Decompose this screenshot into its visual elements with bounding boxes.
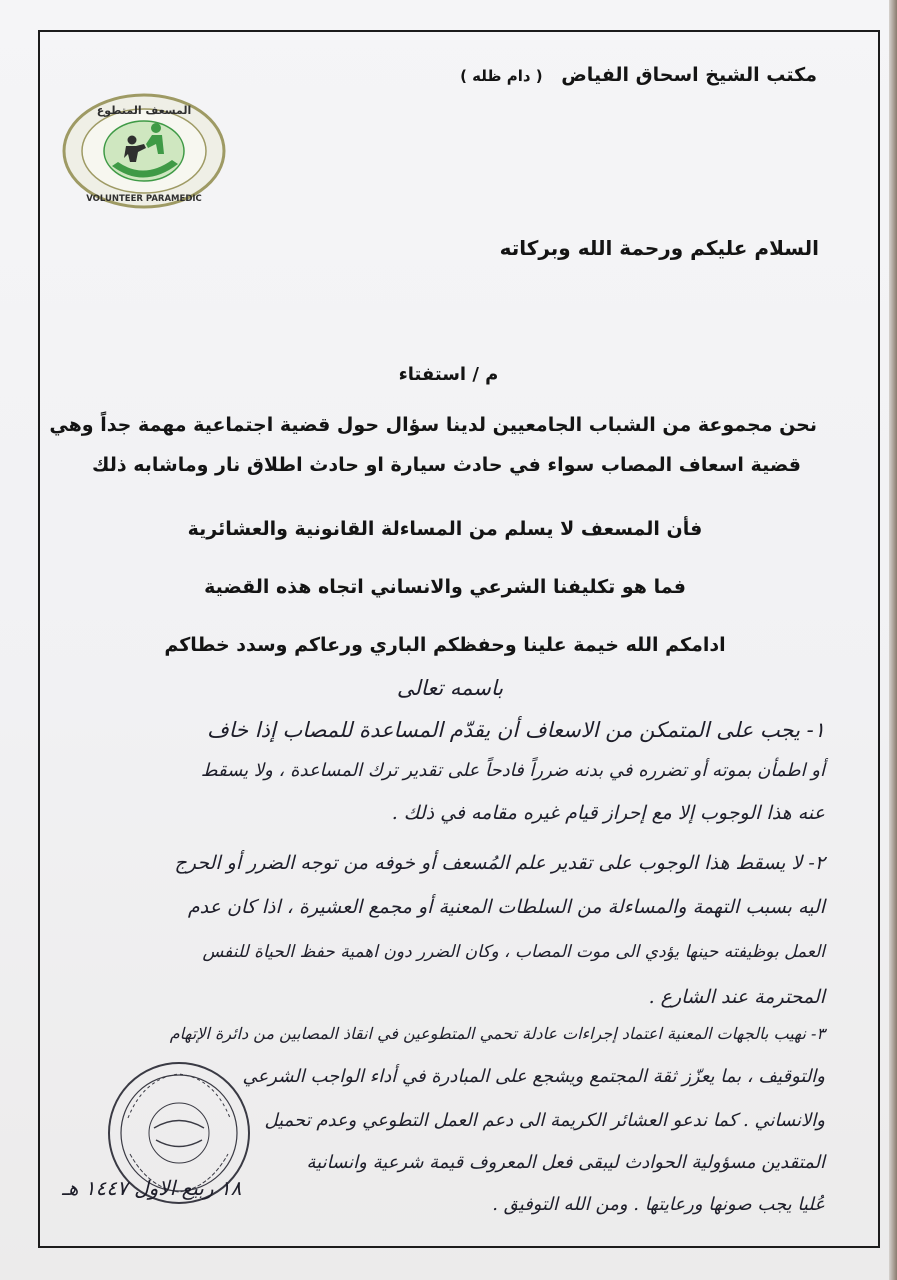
answer-line-12: عُليا يجب صونها ورعايتها . ومن الله التوفيق . xyxy=(492,1194,825,1215)
answer-line-1: ١- يجب على المتمكن من الاسعاف أن يقدّم المساعدة للمصاب إذا خاف xyxy=(206,718,825,742)
logo-english-text: VOLUNTEER PARAMEDIC xyxy=(86,194,202,204)
subject-line: م / استفتاء xyxy=(398,364,499,385)
answer-line-11: المتقدين مسؤولية الحوادث ليبقى فعل المعروف قيمة شرعية وانسانية xyxy=(306,1152,825,1173)
question-line-4: فما هو تكليفنا الشرعي والانساني اتجاه هذه القضية xyxy=(204,576,686,598)
answer-line-10: والانساني . كما ندعو العشائر الكريمة الى دعم العمل التطوعي وعدم تحميل xyxy=(264,1110,825,1131)
answer-opening: باسمه تعالى xyxy=(396,676,504,700)
office-header xyxy=(460,64,817,86)
answer-line-4: ٢- لا يسقط هذا الوجوب على تقدير علم المُسعف أو خوفه من توجه الضرر أو الحرج xyxy=(174,852,825,874)
question-line-2: قضية اسعاف المصاب سواء في حادث سيارة او حادث اطلاق نار وماشابه ذلك xyxy=(92,454,801,476)
answer-line-5: اليه بسبب التهمة والمساءلة من السلطات المعنية أو مجمع العشيرة ، اذا كان عدم xyxy=(187,896,825,918)
office-honorific: ( دام ظله ) xyxy=(460,67,543,85)
office-name: مكتب الشيخ اسحاق الفياض xyxy=(561,64,817,86)
answer-line-6: العمل بوظيفته حينها يؤدي الى موت المصاب ، وكان الضرر دون اهمية حفظ الحياة للنفس xyxy=(202,942,825,962)
greeting: السلام عليكم ورحمة الله وبركاته xyxy=(499,236,819,260)
question-line-3: فأن المسعف لا يسلم من المساءلة القانونية والعشائرية xyxy=(187,518,703,540)
question-line-5: ادامكم الله خيمة علينا وحفظكم الباري ورعاكم وسدد خطاكم xyxy=(164,634,726,656)
question-line-1: نحن مجموعة من الشباب الجامعيين لدينا سؤال حول قضية اجتماعية مهمة جداً وهي xyxy=(49,414,817,436)
answer-line-3: عنه هذا الوجوب إلا مع إحراز قيام غيره مقامه في ذلك . xyxy=(391,802,825,824)
answer-line-9: والتوقيف ، بما يعزّز ثقة المجتمع ويشجع على المبادرة في أداء الواجب الشرعي xyxy=(242,1066,825,1087)
answer-line-8: ٣- نهيب بالجهات المعنية اعتماد إجراءات عادلة تحمي المتطوعين في انقاذ المصابين من دائرة الإتهام xyxy=(169,1024,825,1043)
page-edge-shadow xyxy=(889,0,897,1280)
answer-line-7: المحترمة عند الشارع . xyxy=(648,986,825,1008)
logo-arabic-text: المسعف المتطوع xyxy=(96,104,192,117)
volunteer-paramedic-logo xyxy=(60,92,228,210)
answer-line-2: أو اطمأن بموته أو تضرره في بدنه ضرراً فادحاً على تقدير ترك المساعدة ، ولا يسقط xyxy=(200,760,825,781)
answer-date: ١٨ ربيع الاول ١٤٤٧ هـ xyxy=(62,1176,242,1200)
